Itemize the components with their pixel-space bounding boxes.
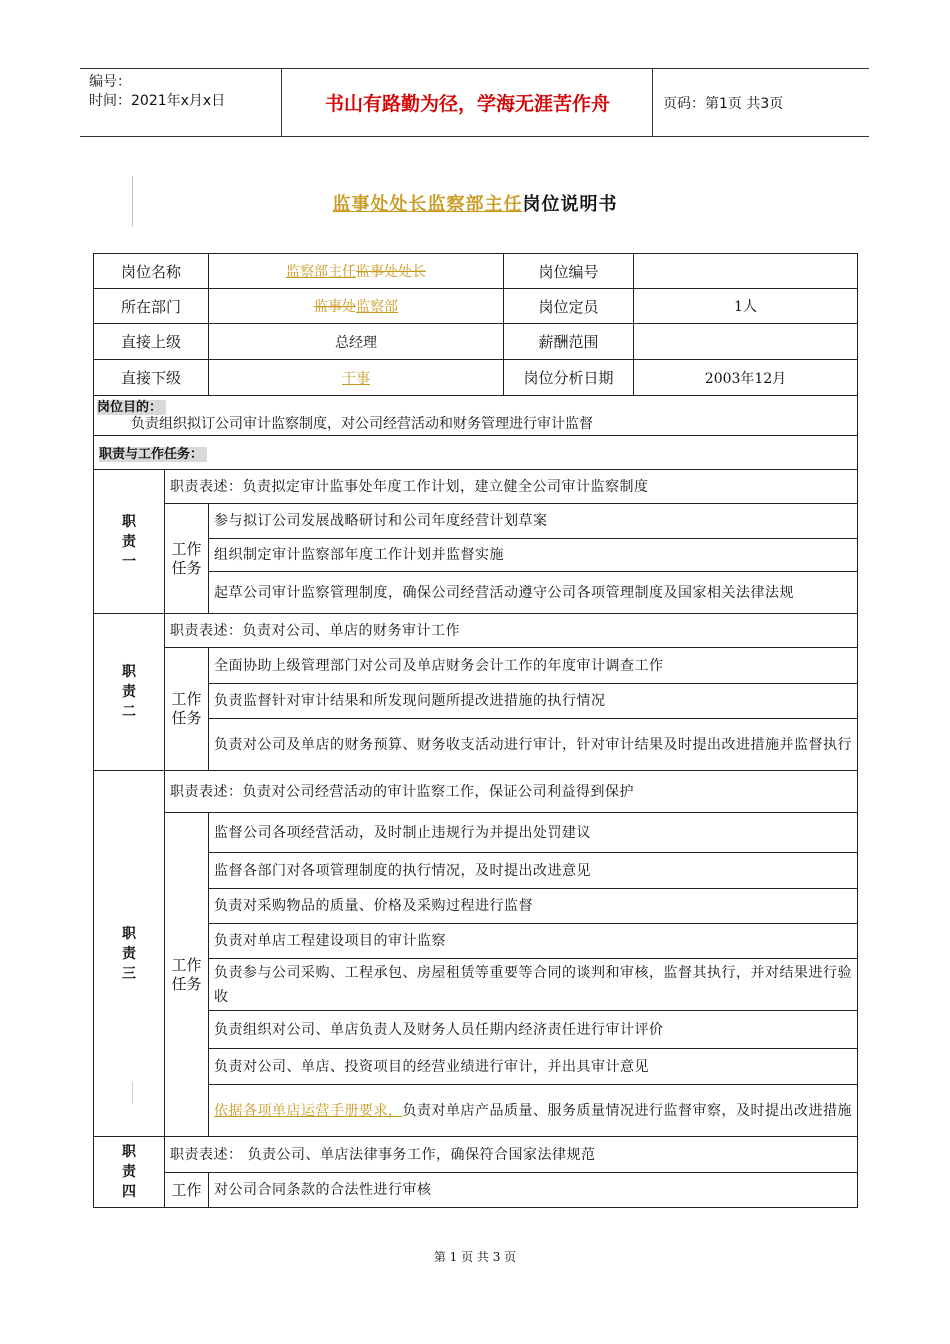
duty-statement: 职责表述：负责对公司经营活动的审计监察工作，保证公司利益得到保护 xyxy=(165,771,858,813)
department-value xyxy=(209,289,504,324)
task-item: 负责参与公司采购、工程承包、房屋租赁等重要等合同的谈判和审核，监督其执行，并对结果进行验收 xyxy=(209,959,858,1011)
motto: 书山有路勤为径，学海无涯苦作舟 xyxy=(283,69,653,136)
duty-2-label: 职责二 xyxy=(94,614,165,771)
task-text: 负责对单店产品质量、服务质量情况进行监督审察，及时提出改进措施 xyxy=(402,1102,853,1119)
purpose-row xyxy=(94,396,858,436)
task-label: 工作任务 xyxy=(165,813,209,1137)
duty-3-label: 职责三 xyxy=(94,771,165,1137)
task-item: 负责组织对公司、单店负责人及财务人员任期内经济责任进行审计评价 xyxy=(209,1011,858,1049)
task-item: 负责对公司、单店、投资项目的经营业绩进行审计，并出具审计意见 xyxy=(209,1049,858,1085)
page-footer: 第 1 页 共 3 页 xyxy=(433,1250,517,1264)
info-row xyxy=(94,289,858,324)
info-row xyxy=(94,324,858,360)
task-row xyxy=(94,684,858,719)
purpose-text: 负责组织拟订公司审计监察制度，对公司经营活动和财务管理进行审计监督 xyxy=(131,415,593,432)
duty-statement-row xyxy=(94,771,858,813)
purpose-cell xyxy=(94,396,858,436)
task-item: 负责对公司及单店的财务预算、财务收支活动进行审计，针对审计结果及时提出改进措施并监督执行 xyxy=(209,719,858,771)
info-label: 直接下级 xyxy=(94,360,209,396)
position-name-a: 监察部主任 xyxy=(286,264,357,280)
salary-value xyxy=(634,324,858,360)
task-item: 全面协助上级管理部门对公司及单店财务会计工作的年度审计调查工作 xyxy=(209,648,858,684)
task-row xyxy=(94,813,858,853)
subordinate-value xyxy=(209,360,504,396)
document-header xyxy=(80,68,869,137)
task-row xyxy=(94,719,858,771)
duty-1-label: 职责一 xyxy=(94,470,165,614)
task-row xyxy=(94,1011,858,1049)
task-row xyxy=(94,924,858,959)
duty-4-label: 职责四 xyxy=(94,1137,165,1208)
job-description-table xyxy=(93,253,858,1208)
info-label: 岗位编号 xyxy=(504,254,634,289)
duty-statement: 职责表述：负责对公司、单店的财务审计工作 xyxy=(165,614,858,648)
task-row xyxy=(94,889,858,924)
task-row xyxy=(94,959,858,1011)
info-label: 所在部门 xyxy=(94,289,209,324)
task-row xyxy=(94,1049,858,1085)
task-item: 负责监督针对审计结果和所发现问题所提改进措施的执行情况 xyxy=(209,684,858,719)
task-item: 监督各部门对各项管理制度的执行情况，及时提出改进意见 xyxy=(209,853,858,889)
position-name-value xyxy=(209,254,504,289)
duties-heading-row xyxy=(94,436,858,470)
info-label: 薪酬范围 xyxy=(504,324,634,360)
task-item: 负责对采购物品的质量、价格及采购过程进行监督 xyxy=(209,889,858,924)
superior-value: 总经理 xyxy=(209,324,504,360)
info-label: 岗位名称 xyxy=(94,254,209,289)
duty-statement-row xyxy=(94,614,858,648)
page-label: 页码：第1页 共3页 xyxy=(663,95,784,112)
task-row xyxy=(94,648,858,684)
task-item: 负责对单店工程建设项目的审计监察 xyxy=(209,924,858,959)
task-highlight: 依据各项单店运营手册要求， xyxy=(214,1102,403,1119)
task-row xyxy=(94,572,858,614)
staff-value: 1人 xyxy=(634,289,858,324)
number-label: 编号： xyxy=(89,74,131,90)
duty-statement: 职责表述：负责拟定审计监事处年度工作计划，建立健全公司审计监察制度 xyxy=(165,470,858,504)
duty-statement-row xyxy=(94,1137,858,1173)
info-label: 直接上级 xyxy=(94,324,209,360)
page-title xyxy=(0,190,950,216)
task-label: 工作 xyxy=(165,1173,209,1208)
task-item xyxy=(209,1085,858,1137)
position-code-value xyxy=(634,254,858,289)
task-row xyxy=(94,853,858,889)
duty-statement: 职责表述： 负责公司、单店法律事务工作，确保符合国家法律规范 xyxy=(165,1137,858,1173)
task-row xyxy=(94,1173,858,1208)
duty-statement-row xyxy=(94,470,858,504)
position-name-b: 监事处处长 xyxy=(356,264,427,280)
task-row xyxy=(94,504,858,539)
task-item: 参与拟订公司发展战略研讨和公司年度经营计划草案 xyxy=(209,504,858,539)
task-item: 组织制定审计监察部年度工作计划并监督实施 xyxy=(209,539,858,572)
subordinate-text: 干事 xyxy=(342,370,371,387)
duties-heading: 职责与工作任务： xyxy=(94,436,858,470)
task-item: 起草公司审计监察管理制度，确保公司经营活动遵守公司各项管理制度及国家相关法律法规 xyxy=(209,572,858,614)
task-row xyxy=(94,539,858,572)
info-row xyxy=(94,254,858,289)
task-label: 工作任务 xyxy=(165,648,209,771)
task-item: 对公司合同条款的合法性进行审核 xyxy=(209,1173,858,1208)
info-label: 岗位定员 xyxy=(504,289,634,324)
info-row xyxy=(94,360,858,396)
task-label: 工作任务 xyxy=(165,504,209,614)
title-part-1: 监事处处长 xyxy=(332,194,428,215)
task-row xyxy=(94,1085,858,1137)
purpose-heading: 岗位目的： xyxy=(97,399,854,416)
task-item: 监督公司各项经营活动，及时制止违规行为并提出处罚建议 xyxy=(209,813,858,853)
header-meta-cell xyxy=(80,69,282,136)
title-part-3: 岗位说明书 xyxy=(522,194,618,215)
department-b: 监察部 xyxy=(356,299,399,315)
time-label: 时间：2021年x月x日 xyxy=(89,93,226,109)
analysis-date-value: 2003年12月 xyxy=(634,360,858,396)
title-part-2: 监察部主任 xyxy=(427,194,523,215)
info-label: 岗位分析日期 xyxy=(504,360,634,396)
department-a: 监事处 xyxy=(314,299,357,315)
